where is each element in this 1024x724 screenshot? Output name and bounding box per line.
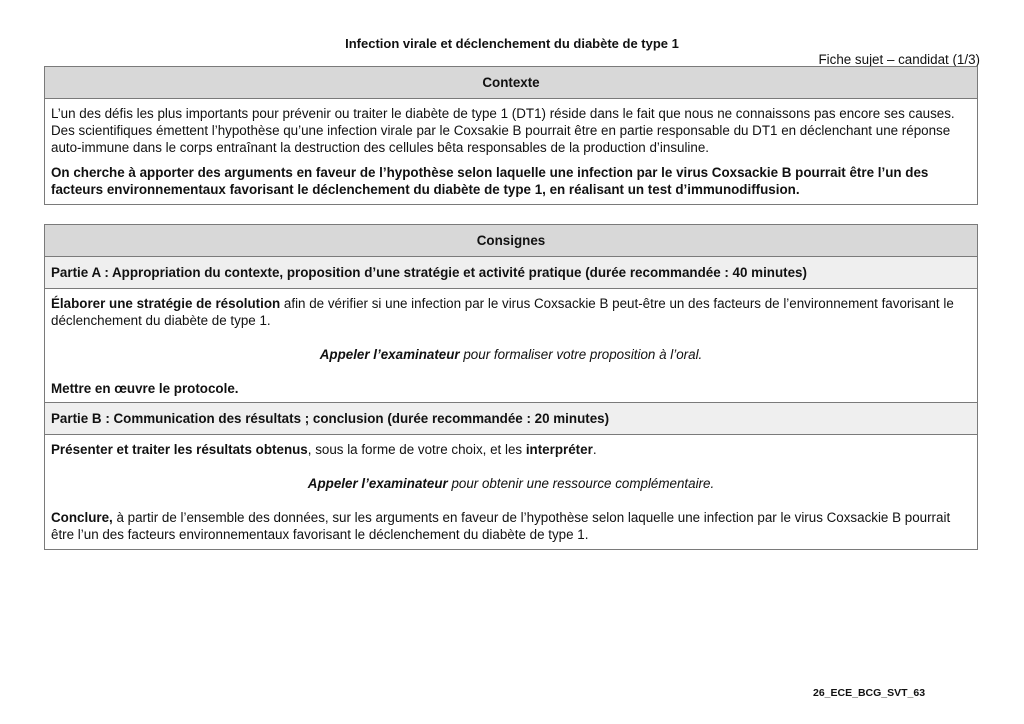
- contexte-heading: Contexte: [45, 67, 977, 99]
- fiche-label: Fiche sujet – candidat (1/3): [818, 52, 980, 67]
- partie-b-body: [45, 435, 977, 549]
- call-bold: Appeler l’examinateur: [319, 347, 460, 362]
- contexte-body: [45, 99, 977, 204]
- results-end: .: [592, 442, 597, 457]
- conclusion-bold: Conclure,: [51, 510, 113, 525]
- strategy-text: afin de vérifier si une infection par le virus Coxsackie B peut-être un des facteurs de l’environnement favorisant le déclenchement du diabète de type 1.: [51, 296, 954, 328]
- protocol-bold: Mettre en œuvre le protocole.: [51, 381, 239, 396]
- objective-text: On cherche à apporter des arguments en faveur de l’hypothèse selon laquelle une infection par le virus Coxsackie B pourrait être l’un des facteurs environnementaux favorisant le déclenchement du diabète de type 1, en réalisant un test d’immunodiffusion.: [51, 165, 929, 197]
- contexte-box: [44, 66, 978, 205]
- results-text: , sous la forme de votre choix, et les: [307, 442, 526, 457]
- results-bold: Présenter et traiter les résultats obtenus: [51, 442, 308, 457]
- call-bold: Appeler l’examinateur: [307, 476, 448, 491]
- partie-b-call-examiner: [51, 475, 971, 492]
- contexte-objective: [51, 164, 971, 198]
- partie-a-body: [45, 289, 977, 403]
- contexte-paragraph: L’un des défis les plus importants pour prévenir ou traiter le diabète de type 1 (DT1) réside dans le fait que nous ne connaissons pas encore ses causes. Des scientifiques émettent l’hypothèse qu’une infection virale par le Coxsakie B pourrait être en partie responsable du DT1 en déclenchant une réponse auto-immune dans le corps entraînant la destruction des cellules bêta responsables de la production d’insuline.: [51, 106, 955, 155]
- partie-a-strategy: [51, 295, 971, 329]
- conclusion-text: à partir de l’ensemble des données, sur les arguments en faveur de l’hypothèse selon laquelle une infection par le virus Coxsackie B pourrait être l’un des facteurs environnementaux favorisant le déclenchement du diabète de type 1.: [51, 510, 951, 542]
- document-code: 26_ECE_BCG_SVT_63: [813, 687, 926, 699]
- strategy-bold: Élaborer une stratégie de résolution: [51, 296, 281, 311]
- partie-b-results: [51, 441, 971, 458]
- consignes-heading: Consignes: [45, 225, 977, 257]
- partie-a-protocol: [51, 380, 971, 397]
- call-text: pour obtenir une ressource complémentaire.: [447, 476, 715, 491]
- partie-a-call-examiner: [51, 346, 971, 363]
- partie-b-conclusion: [51, 509, 971, 543]
- document-title: Infection virale et déclenchement du diabète de type 1: [345, 36, 679, 51]
- partie-b-heading: Partie B : Communication des résultats ; conclusion (durée recommandée : 20 minutes): [45, 403, 977, 435]
- consignes-box: [44, 224, 978, 550]
- partie-a-heading: Partie A : Appropriation du contexte, proposition d’une stratégie et activité pratique (durée recommandée : 40 minutes): [45, 257, 977, 289]
- interpret-bold: interpréter: [525, 442, 593, 457]
- call-text: pour formaliser votre proposition à l’oral.: [459, 347, 703, 362]
